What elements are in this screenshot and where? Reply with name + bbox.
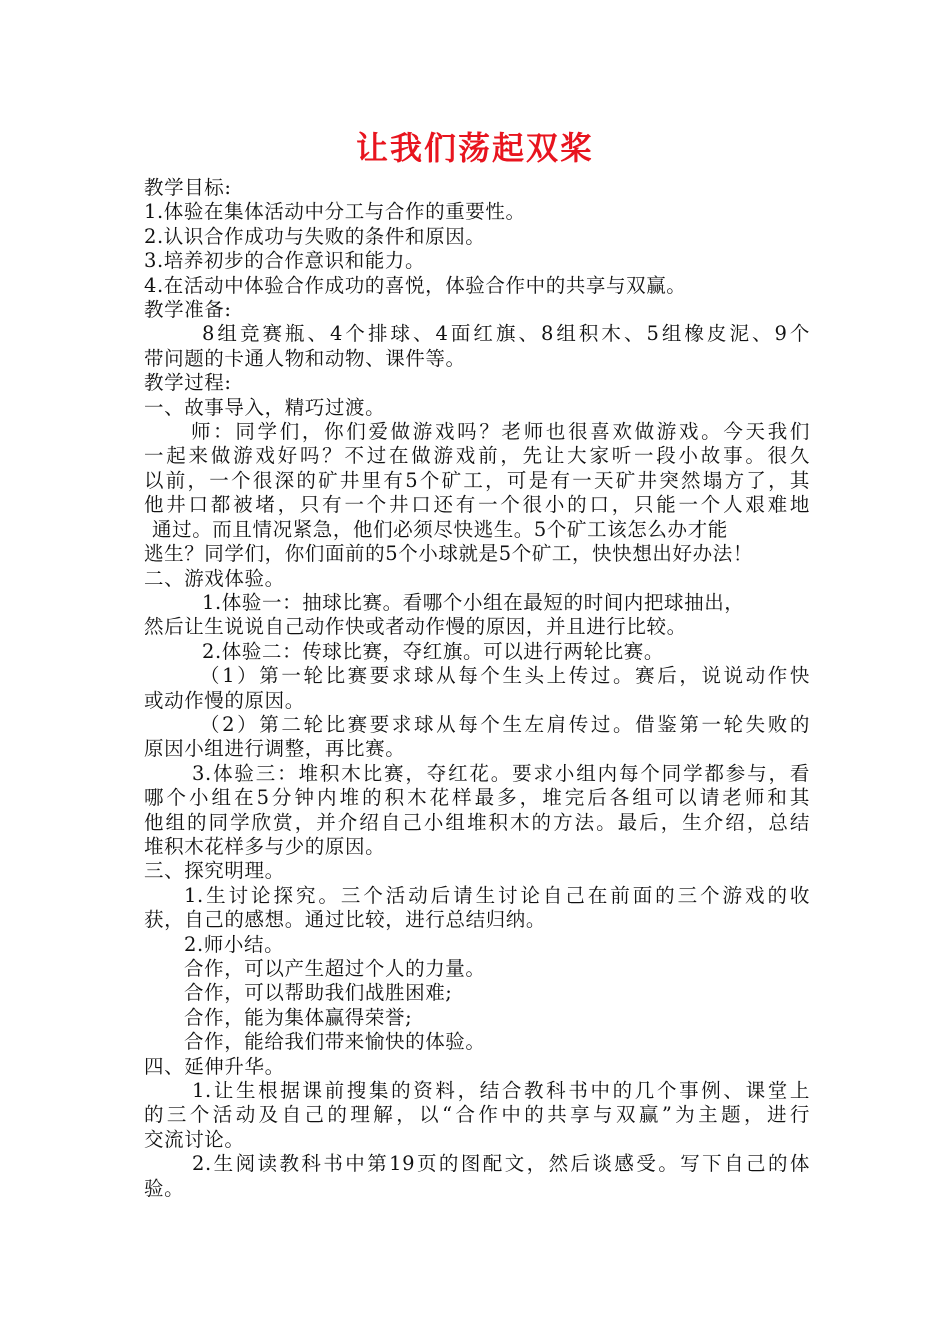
paragraph-line: 以前，一个很深的矿井里有5个矿工，可是有一天矿井突然塌方了，其 [144,468,810,492]
part-heading-4: 四、延伸升华。 [144,1054,285,1078]
part-heading-1: 一、故事导入，精巧过渡。 [144,395,386,419]
paragraph-line: 2.生阅读教科书中第19页的图配文，然后谈感受。写下自己的体 [192,1152,810,1176]
paragraph-line: 逃生？同学们，你们面前的5个小球就是5个矿工，快快想出好办法！ [144,542,753,566]
paragraph-line: （2）第二轮比赛要求球从每个生左肩传过。借鉴第一轮失败的 [200,712,810,736]
paragraph-line: 然后让生说说自己动作快或者动作慢的原因，并且进行比较。 [144,615,687,639]
section-heading-process: 教学过程: [144,371,232,395]
paragraph-line: 1.生讨论探究。三个活动后请生讨论自己在前面的三个游戏的收 [184,883,810,907]
paragraph-line: 堆积木花样多与少的原因。 [144,834,386,858]
summary-line: 合作，能给我们带来愉快的体验。 [184,1030,486,1054]
part-heading-3: 三、探究明理。 [144,859,285,883]
summary-line: 合作，能为集体赢得荣誉; [184,1005,413,1029]
paragraph-line: （1）第一轮比赛要求球从每个生头上传过。赛后，说说动作快 [200,664,810,688]
paragraph-line: 交流讨论。 [144,1127,245,1151]
paragraph-line: 3.体验三：堆积木比赛，夺红花。要求小组内每个同学都参与，看 [192,761,810,785]
paragraph-line: 哪个小组在5分钟内堆的积木花样最多，堆完后各组可以请老师和其 [144,786,810,810]
paragraph-line: 1.让生根据课前搜集的资料，结合教科书中的几个事例、课堂上 [192,1079,810,1103]
objective-item: 2.认识合作成功与失败的条件和原因。 [144,224,486,248]
paragraph-line: 2.体验二：传球比赛，夺红旗。可以进行两轮比赛。 [202,639,665,663]
preparation-text: 8组竞赛瓶、4个排球、4面红旗、8组积木、5组橡皮泥、9个 [202,322,810,346]
paragraph-line: 的三个活动及自己的理解，以“合作中的共享与双赢”为主题，进行 [144,1103,810,1127]
paragraph-line: 通过。而且情况紧急，他们必须尽快逃生。5个矿工该怎么办才能 [152,517,728,541]
part-heading-2: 二、游戏体验。 [144,566,285,590]
paragraph-line: 师：同学们，你们爱做游戏吗？老师也很喜欢做游戏。今天我们 [191,420,810,444]
paragraph-line: 他井口都被堵，只有一个井口还有一个很小的口，只能一个人艰难地 [144,493,810,517]
paragraph-line: 1.体验一：抽球比赛。看哪个小组在最短的时间内把球抽出， [202,590,745,614]
paragraph-line: 或动作慢的原因。 [144,688,305,712]
section-heading-objectives: 教学目标: [144,176,232,199]
paragraph-line: 原因小组进行调整，再比赛。 [144,737,406,761]
paragraph-line: 获，自己的感想。通过比较，进行总结归纳。 [144,908,547,932]
section-heading-preparation: 教学准备: [144,298,232,322]
objective-item: 3.培养初步的合作意识和能力。 [144,249,426,273]
paragraph-line: 2.师小结。 [184,932,285,956]
summary-line: 合作，可以产生超过个人的力量。 [184,957,486,980]
document-body [144,176,810,1201]
preparation-text: 带问题的卡通人物和动物、课件等。 [144,346,466,370]
objective-item: 1.体验在集体活动中分工与合作的重要性。 [144,200,526,224]
paragraph-line: 验。 [144,1176,185,1200]
summary-line: 合作，可以帮助我们战胜困难; [184,981,453,1005]
document-title: 让我们荡起双桨 [355,129,594,167]
paragraph-line: 一起来做游戏好吗？不过在做游戏前，先让大家听一段小故事。很久 [144,444,810,468]
objective-item: 4.在活动中体验合作成功的喜悦，体验合作中的共享与双赢。 [144,273,687,297]
paragraph-line: 他组的同学欣赏，并介绍自己小组堆积木的方法。最后，生介绍，总结 [144,810,810,834]
